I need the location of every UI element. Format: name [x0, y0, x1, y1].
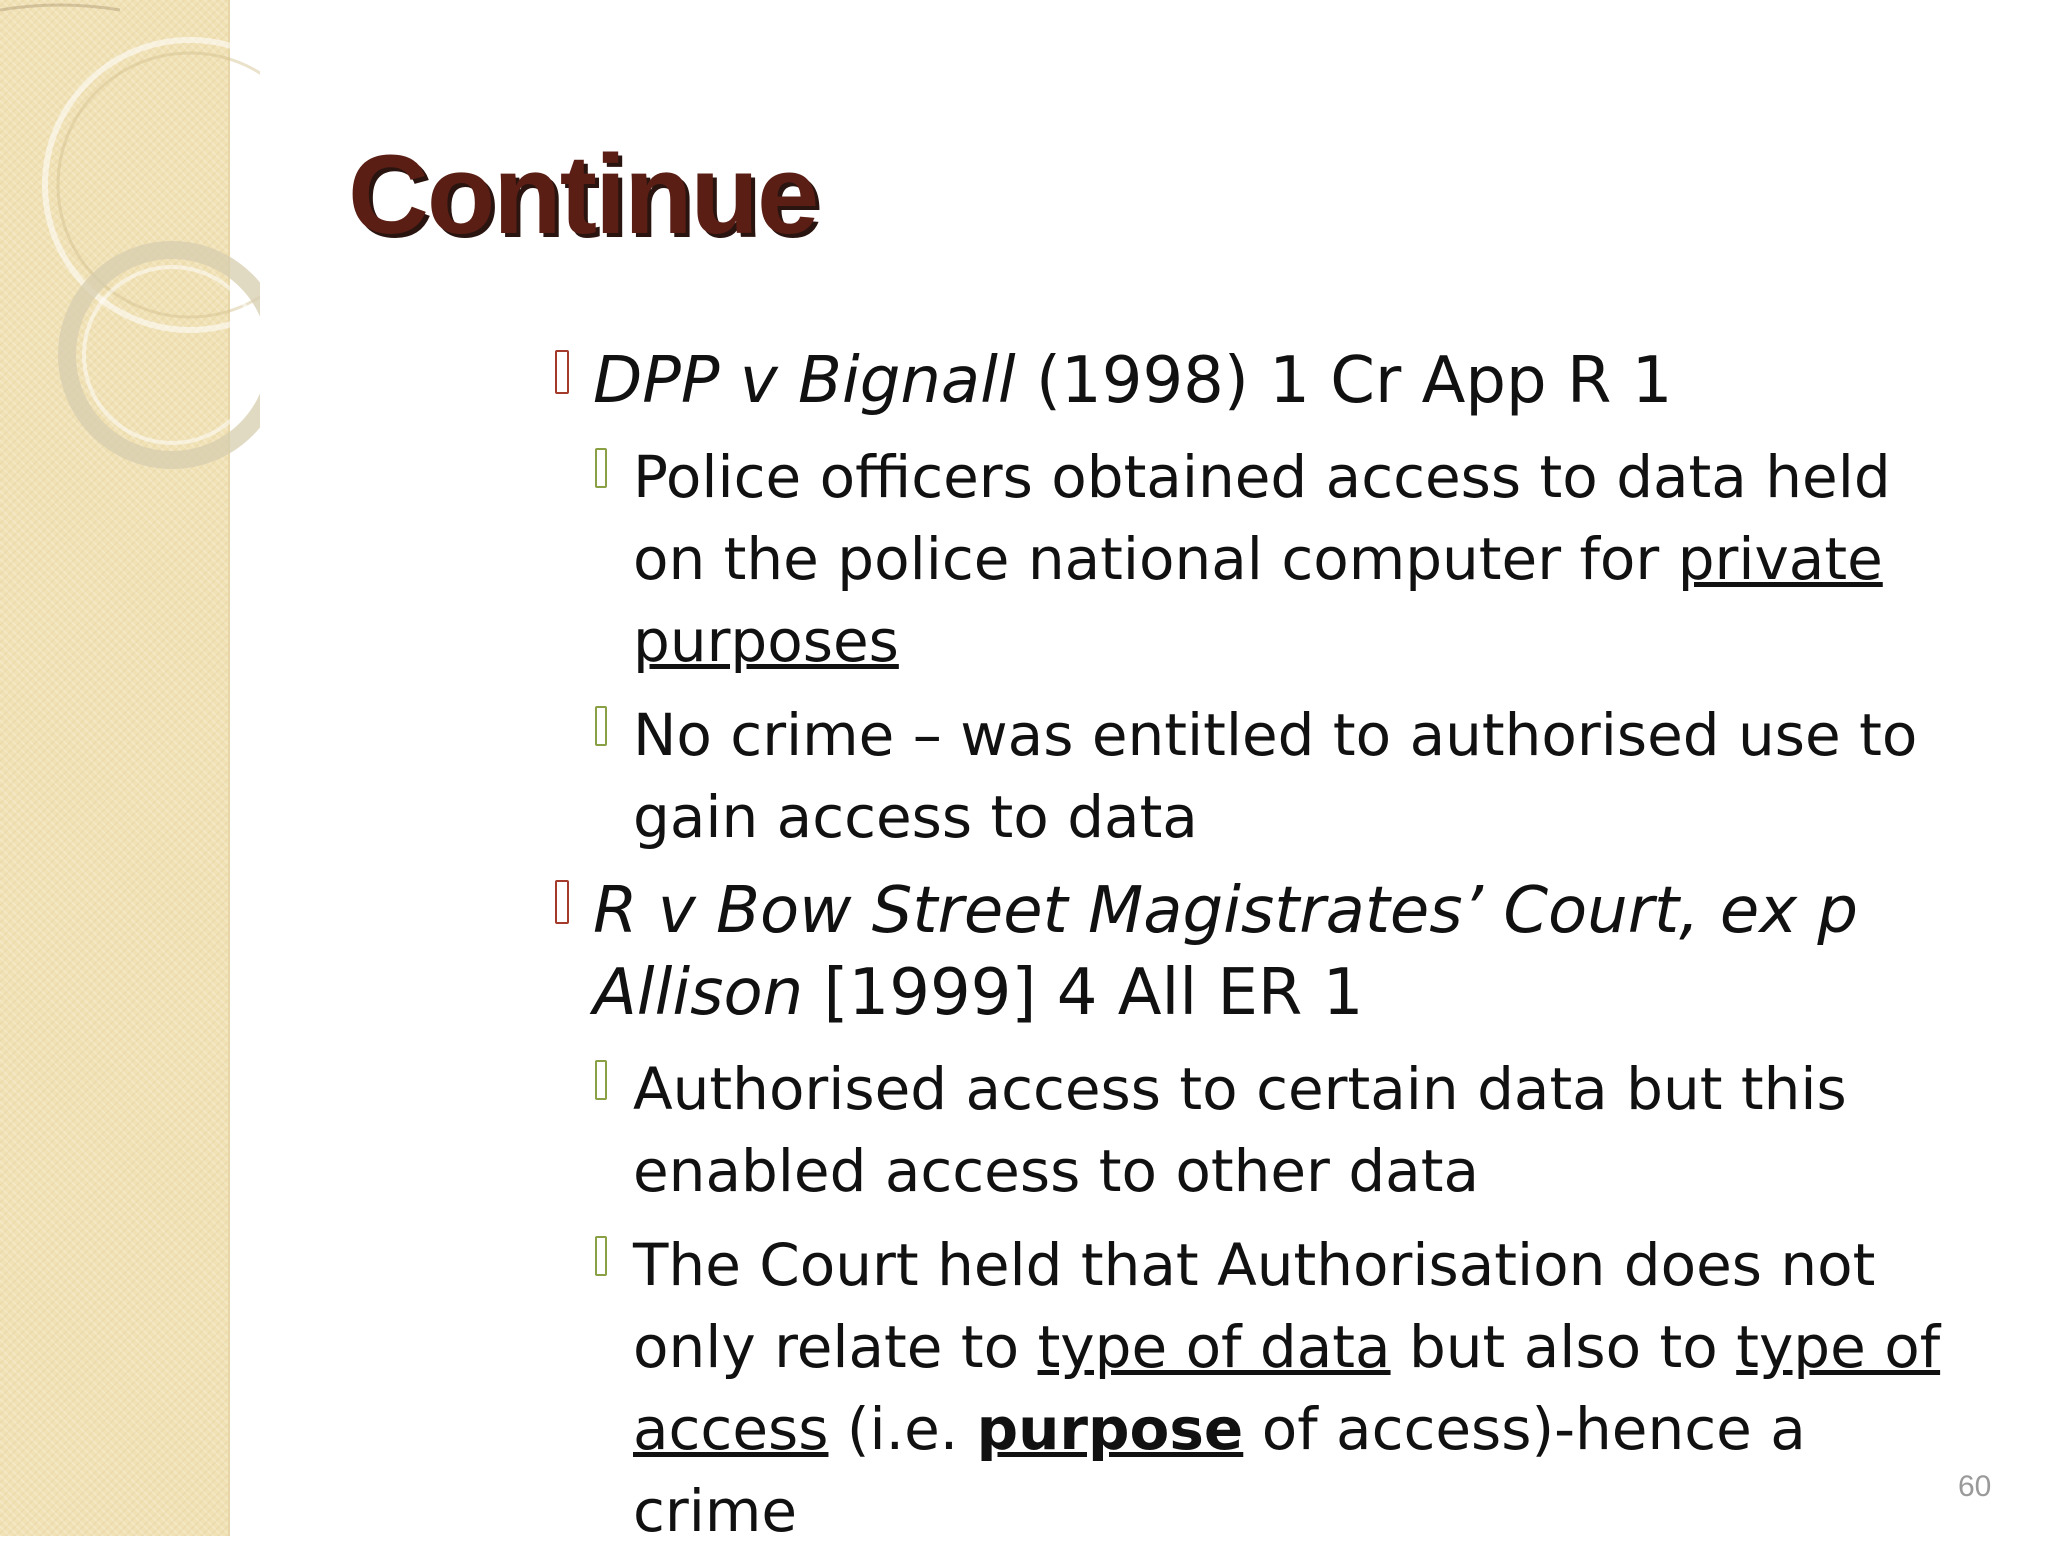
sub-bullet-marker-icon — [595, 706, 607, 746]
sub-bullet-text: The Court held that Authorisation does not only relate to — [633, 1231, 1876, 1381]
sub-bullet-marker-icon — [595, 448, 607, 488]
bullet-dpp-v-bignall — [555, 340, 1955, 422]
underlined-text: type of access — [633, 1313, 1941, 1463]
case-citation: [1999] 4 All ER 1 — [803, 956, 1364, 1030]
sub-bullet — [595, 436, 1955, 682]
sub-bullet-text: No crime – was entitled to authorised use to gain access to data — [633, 701, 1918, 851]
case-name: DPP v Bignall — [593, 344, 1016, 418]
bullet-marker-icon — [555, 350, 569, 394]
decorative-rings — [0, 0, 260, 520]
sub-bullet — [595, 1048, 1955, 1212]
sub-bullet — [595, 1224, 1955, 1552]
slide-content — [555, 340, 1955, 1564]
slide-title: Continue — [348, 132, 818, 257]
sub-bullet-text: of access)-hence a crime — [633, 1395, 1806, 1545]
sub-bullet-text: (i.e. — [828, 1395, 977, 1463]
page-number: 60 — [1958, 1470, 1992, 1503]
bullet-marker-icon — [555, 880, 569, 924]
case-name: R v Bow Street Magistrates’ Court, ex p Allison — [593, 874, 1859, 1030]
case-citation: (1998) 1 Cr App R 1 — [1015, 344, 1673, 418]
sub-bullet-text: Authorised access to certain data but this enabled access to other data — [633, 1055, 1847, 1205]
bold-underlined-text: purpose — [976, 1395, 1244, 1463]
sub-bullet-text: Police officers obtained access to data held on the police national computer for — [633, 443, 1891, 593]
sub-bullet-text: but also to — [1390, 1313, 1737, 1381]
underlined-text: private purposes — [633, 525, 1883, 675]
sub-bullet — [595, 694, 1955, 858]
underlined-text: type of data — [1037, 1313, 1391, 1381]
bullet-r-v-bow-street — [555, 870, 1955, 1034]
sub-bullet-marker-icon — [595, 1060, 607, 1100]
sub-bullet-marker-icon — [595, 1236, 607, 1276]
